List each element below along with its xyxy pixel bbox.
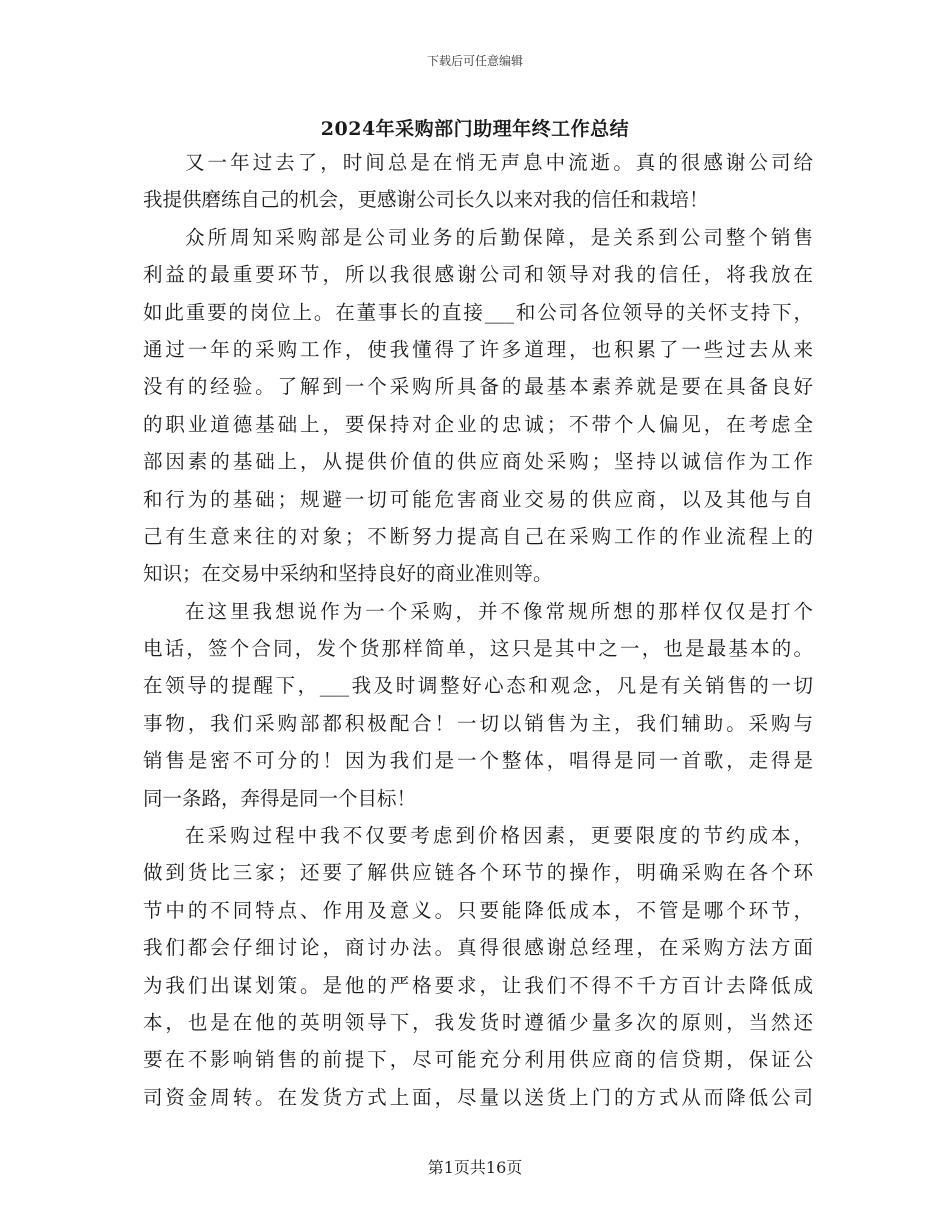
body-line: 司资金周转。在发货方式上面，尽量以送货上门的方式从而降低公司	[143, 1085, 813, 1109]
document-title: 2024年采购部门助理年终工作总结	[320, 118, 630, 140]
body-line: 知识；在交易中采纳和坚持良好的商业准则等。	[143, 562, 553, 586]
body-line: 众所周知采购部是公司业务的后勤保障，是关系到公司整个销售	[185, 225, 813, 249]
body-line: 为我们出谋划策。是他的严格要求，让我们不得不千方百计去降低成	[143, 973, 813, 997]
body-line: 做到货比三家；还要了解供应链各个环节的操作，明确采购在各个环	[143, 861, 813, 885]
body-line: 没有的经验。了解到一个采购所具备的最基本素养就是要在具备良好	[143, 375, 813, 399]
body-line: 事物，我们采购部都积极配合！一切以销售为主，我们辅助。采购与	[143, 711, 813, 735]
body-line: 在领导的提醒下，___我及时调整好心态和观念，凡是有关销售的一切	[143, 674, 813, 698]
page-number: 第1页共16页	[427, 1158, 523, 1177]
body-line: 的职业道德基础上，要保持对企业的忠诚；不带个人偏见，在考虑全	[143, 412, 813, 436]
body-line: 同一条路，奔得是同一个目标！	[143, 786, 417, 810]
body-line: 通过一年的采购工作，使我懂得了许多道理，也积累了一些过去从来	[143, 337, 813, 361]
body-line: 节中的不同特点、作用及意义。只要能降低成本，不管是哪个环节，	[143, 898, 813, 922]
body-line: 我们都会仔细讨论，商讨办法。真得很感谢总经理，在采购方法方面	[143, 936, 813, 960]
body-line: 在这里我想说作为一个采购，并不像常规所想的那样仅仅是打个	[185, 599, 813, 623]
body-line: 要在不影响销售的前提下，尽可能充分利用供应商的信贷期，保证公	[143, 1048, 813, 1072]
document-body	[143, 144, 813, 1116]
body-line: 我提供磨练自己的机会，更感谢公司长久以来对我的信任和栽培！	[143, 188, 709, 212]
body-line: 又一年过去了，时间总是在悄无声息中流逝。真的很感谢公司给	[185, 151, 813, 174]
body-line: 电话，签个合同，发个货那样简单，这只是其中之一，也是最基本的。	[143, 637, 813, 661]
body-line: 销售是密不可分的！因为我们是一个整体，唱得是同一首歌，走得是	[143, 749, 813, 773]
body-line: 己有生意来往的对象；不断努力提高自己在采购工作的作业流程上的	[143, 524, 813, 548]
body-line: 本，也是在他的英明领导下，我发货时遵循少量多次的原则，当然还	[143, 1010, 813, 1034]
body-line: 和行为的基础；规避一切可能危害商业交易的供应商，以及其他与自	[143, 487, 813, 511]
body-line: 部因素的基础上，从提供价值的供应商处采购；坚持以诚信作为工作	[143, 450, 813, 474]
body-line: 利益的最重要环节，所以我很感谢公司和领导对我的信任，将我放在	[143, 263, 813, 287]
header-note: 下载后可任意编辑	[426, 54, 523, 68]
body-line: 如此重要的岗位上。在董事长的直接___和公司各位领导的关怀支持下，	[143, 300, 813, 324]
body-line: 在采购过程中我不仅要考虑到价格因素，更要限度的节约成本，	[185, 824, 813, 848]
